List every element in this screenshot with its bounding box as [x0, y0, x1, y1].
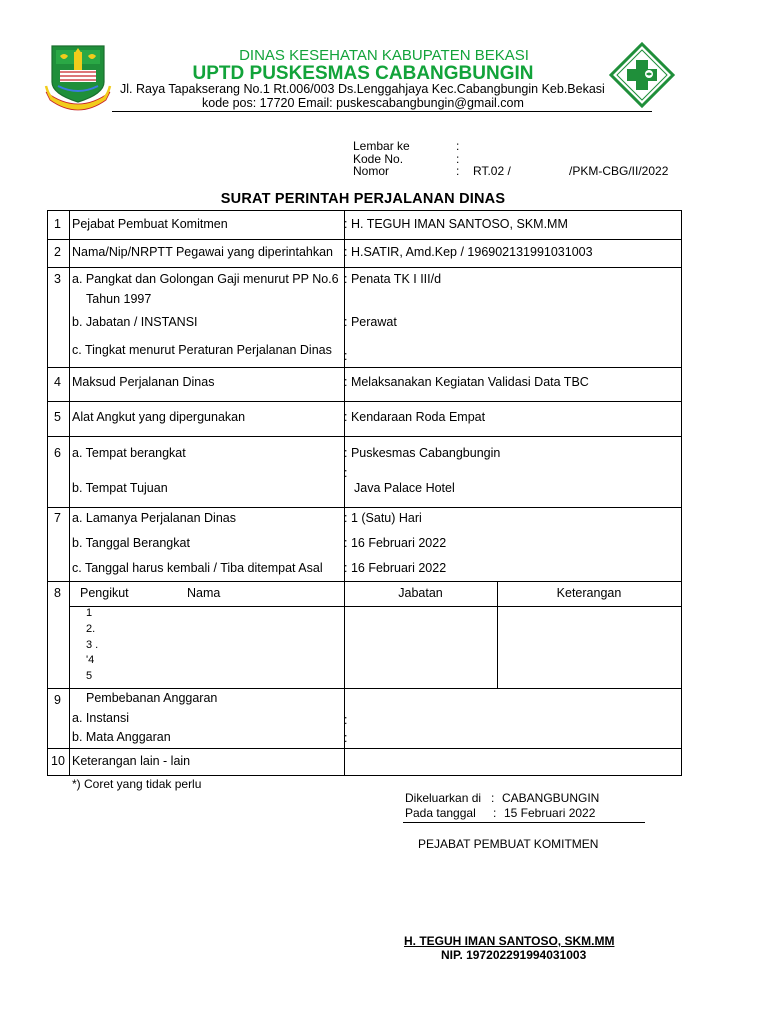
issued-date-value: 15 Februari 2022: [504, 806, 596, 820]
row10-label: Keterangan lain - lain: [72, 754, 191, 768]
lembar-colon: :: [456, 139, 460, 153]
row4-number: 4: [54, 375, 61, 389]
signatory-role: PEJABAT PEMBUAT KOMITMEN: [418, 837, 599, 851]
row5-label: Alat Angkut yang dipergunakan: [72, 410, 246, 424]
jabatan-header: Jabatan: [398, 586, 443, 600]
row3-c-value: :: [344, 349, 348, 363]
issued-date-colon: :: [493, 806, 497, 820]
row3-number: 3: [54, 272, 61, 286]
row1-label: Pejabat Pembuat Komitmen: [72, 217, 228, 231]
row2-label: Nama/Nip/NRPTT Pegawai yang diperintahkan: [72, 245, 334, 259]
col-divider-number: [69, 211, 70, 776]
list-item: 1: [86, 607, 93, 619]
office-name: UPTD PUSKESMAS CABANGBUNGIN: [192, 63, 534, 84]
row-divider: [48, 748, 681, 749]
row7-b-value: : 16 Februari 2022: [344, 536, 447, 550]
row-divider: [48, 401, 681, 402]
row4-value: : Melaksanakan Kegiatan Validasi Data TBC: [344, 375, 589, 389]
row8-number: 8: [54, 586, 61, 600]
list-item: 2.: [86, 623, 96, 635]
row-divider: [48, 581, 681, 582]
pengikut-header: Pengikut: [80, 586, 129, 600]
issued-place-value: CABANGBUNGIN: [502, 791, 600, 805]
issued-place-colon: :: [491, 791, 495, 805]
issued-place-label: Dikeluarkan di: [405, 791, 482, 805]
row3-b-value: : Perawat: [344, 315, 397, 329]
row3-b-label: b. Jabatan / INSTANSI: [72, 315, 198, 329]
row9-number: 9: [54, 693, 61, 707]
row4-label: Maksud Perjalanan Dinas: [72, 375, 215, 389]
row7-c-value: : 16 Februari 2022: [344, 561, 447, 575]
row6-number: 6: [54, 446, 61, 460]
nomor-prefix: RT.02 /: [473, 164, 511, 178]
row7-number: 7: [54, 511, 61, 525]
row6-b-label: b. Tempat Tujuan: [72, 481, 168, 495]
list-item: '4: [86, 654, 95, 666]
row9-b-value: :: [344, 731, 348, 745]
row-divider: [48, 688, 681, 689]
office-address: Jl. Raya Tapakserang No.1 Rt.006/003 Ds.Lenggahjaya Kec.Cabangbungin Keb.Bekasi: [120, 82, 605, 96]
row7-a-label: a. Lamanya Perjalanan Dinas: [72, 511, 236, 525]
lembar-label: Lembar ke: [353, 139, 410, 153]
row10-number: 10: [51, 754, 65, 768]
row-divider: [69, 606, 681, 607]
row7-b-label: b. Tanggal Berangkat: [72, 536, 190, 550]
signatory-nip: NIP. 197202291994031003: [441, 948, 587, 962]
office-contact: kode pos: 17720 Email: puskescabangbungin@gmail.com: [202, 96, 524, 110]
row9-b-label: b. Mata Anggaran: [72, 730, 171, 744]
signatory-name: H. TEGUH IMAN SANTOSO, SKM.MM: [404, 934, 615, 948]
issued-underline: [403, 822, 645, 823]
agency-name: DINAS KESEHATAN KABUPATEN BEKASI: [239, 47, 529, 64]
row9-label: Pembebanan Anggaran: [86, 691, 218, 705]
row-divider: [48, 367, 681, 368]
row7-c-label: c. Tanggal harus kembali / Tiba ditempat Asal: [72, 561, 323, 575]
row6-b-value: Java Palace Hotel: [354, 481, 455, 495]
row1-value: : H. TEGUH IMAN SANTOSO, SKM.MM: [344, 217, 568, 231]
row6-mid-colon: :: [344, 466, 348, 480]
footnote: *) Coret yang tidak perlu: [72, 777, 202, 791]
row-divider: [48, 507, 681, 508]
kode-colon: :: [456, 152, 460, 166]
row3-c-label: c. Tingkat menurut Peraturan Perjalanan Dinas: [72, 343, 332, 357]
keterangan-header: Keterangan: [556, 586, 622, 600]
row3-a-value: : Penata TK I III/d: [344, 272, 442, 286]
row6-a-label: a. Tempat berangkat: [72, 446, 186, 460]
row3-a-label-cont: Tahun 1997: [86, 292, 152, 306]
row5-value: : Kendaraan Roda Empat: [344, 410, 486, 424]
row6-a-value: : Puskesmas Cabangbungin: [344, 446, 501, 460]
row9-a-label: a. Instansi: [72, 711, 129, 725]
row7-a-value: : 1 (Satu) Hari: [344, 511, 422, 525]
list-item: 3 .: [86, 639, 99, 651]
row-divider: [48, 436, 681, 437]
row1-number: 1: [54, 217, 61, 231]
nomor-suffix: /PKM-CBG/II/2022: [569, 164, 669, 178]
row-divider: [48, 267, 681, 268]
document-title: SURAT PERINTAH PERJALANAN DINAS: [220, 191, 506, 207]
header-divider: [112, 111, 652, 112]
nomor-colon: :: [456, 164, 460, 178]
col-divider-value: [344, 211, 348, 776]
row9-a-value: :: [344, 713, 348, 727]
row2-number: 2: [54, 245, 61, 259]
kode-label: Kode No.: [353, 152, 404, 166]
row-divider: [48, 239, 681, 240]
issued-date-label: Pada tanggal: [405, 806, 476, 820]
nomor-label: Nomor: [353, 164, 390, 178]
nama-header: Nama: [187, 586, 221, 600]
list-item: 5: [86, 670, 93, 682]
row5-number: 5: [54, 410, 61, 424]
row3-a-label: a. Pangkat dan Golongan Gaji menurut PP No.6: [72, 272, 339, 286]
row2-value: : H.SATIR, Amd.Kep / 196902131991031003: [344, 245, 593, 259]
